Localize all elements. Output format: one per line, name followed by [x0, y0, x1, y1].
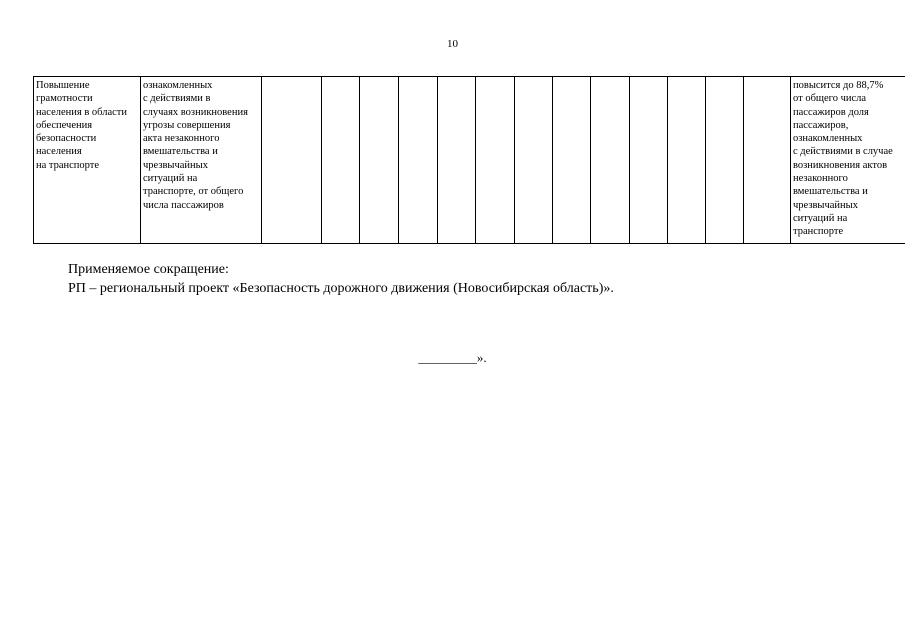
table-cell-empty — [262, 77, 322, 244]
abbreviation-item: РП – региональный проект «Безопасность дорожного движения (Новосибирская область)». — [68, 281, 614, 296]
cell-text: Повышение грамотности населения в области обеспечения безопасности населения на транспорте — [36, 80, 128, 171]
cell-text: ознакомленных с действиями в случаях возникновения угрозы совершения акта незаконного вмешательства и чрезвычайных ситуаций на транспорте, от общего числа пассажиров — [143, 80, 248, 211]
table-cell-goal — [34, 77, 141, 244]
table-cell-empty — [438, 77, 476, 244]
table-cell-empty — [630, 77, 668, 244]
table-cell-indicator — [141, 77, 262, 244]
table-cell-empty — [706, 77, 744, 244]
table-cell-empty — [399, 77, 438, 244]
table-cell-empty — [476, 77, 515, 244]
table-cell-empty — [360, 77, 399, 244]
table-cell-result — [791, 77, 905, 244]
table-cell-empty — [553, 77, 591, 244]
indicator-table — [33, 76, 905, 244]
table-cell-empty — [591, 77, 630, 244]
cell-text: повысится до 88,7% от общего числа пассажиров доля пассажиров, ознакомленных с действиями в случае возникновения актов незаконного вмешательства и чрезвычайных ситуаций на транспорте — [793, 80, 893, 238]
closing-line: _________». — [418, 350, 487, 365]
page-number: 10 — [447, 38, 458, 50]
table-cell-empty — [322, 77, 360, 244]
table-cell-empty — [744, 77, 791, 244]
table-cell-empty — [515, 77, 553, 244]
table-cell-empty — [668, 77, 706, 244]
table-row — [34, 77, 905, 244]
abbreviations-heading: Применяемое сокращение: — [68, 262, 229, 277]
